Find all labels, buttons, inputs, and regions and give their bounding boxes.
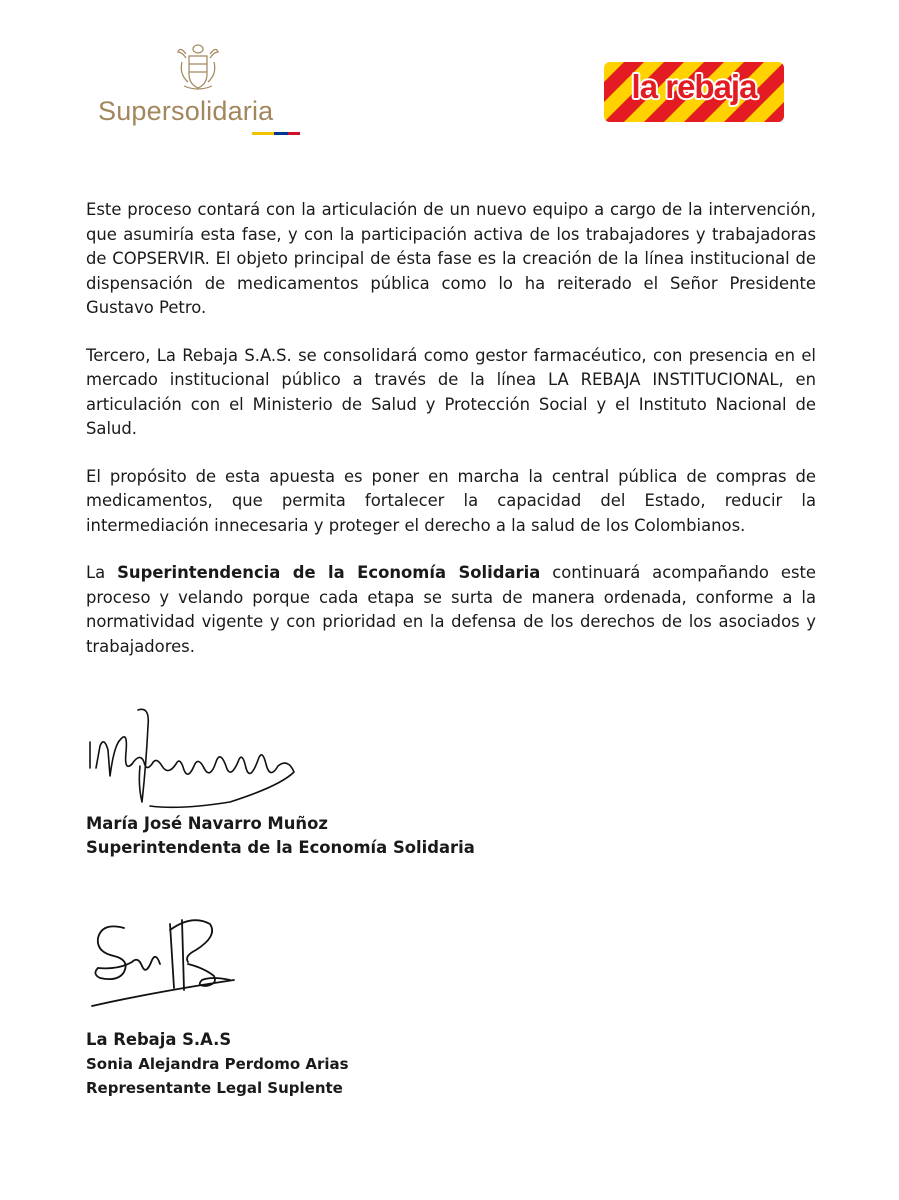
la-rebaja-wordmark: la rebaja: [631, 68, 757, 105]
la-rebaja-logo: [604, 62, 784, 122]
handwritten-signature-icon: [80, 706, 300, 816]
paragraph-lead: La: [86, 563, 118, 582]
paragraph-rest: continuará acompañando este proceso y velando porque cada etapa se surta de manera ordenada, conforme a la normatividad vigente y con prioridad en la defensa de los derechos de los asociados y trabajadores.: [86, 563, 816, 656]
supersolidaria-wordmark: Supersolidaria: [98, 96, 274, 126]
paragraph: [86, 561, 816, 659]
signatory-block-supersolidaria: [86, 812, 475, 860]
signatory-name: Sonia Alejandra Perdomo Arias: [86, 1055, 349, 1073]
signatory-title: Representante Legal Suplente: [86, 1079, 343, 1097]
signatory-company: La Rebaja S.A.S: [86, 1030, 232, 1049]
paragraph: Tercero, La Rebaja S.A.S. se consolidará como gestor farmacéutico, con presencia en el mercado institucional público a través de la línea LA REBAJA INSTITUCIONAL, en articulación con el Ministerio de Salud y Protección Social y el Instituto Nacional de Salud.: [86, 345, 816, 438]
signatory-title: Superintendenta de la Economía Solidaria: [86, 838, 475, 857]
signatory-block-la-rebaja: [86, 1028, 349, 1100]
paragraph: Este proceso contará con la articulación de un nuevo equipo a cargo de la intervención, que asumiría esta fase, y con la participación activa de los trabajadores y trabajadoras de COPSERVIR. El objeto principal de ésta fase es la creación de la línea institucional de dispensación de medicamentos pública como lo ha reiterado el Señor Presidente Gustavo Petro.: [86, 200, 816, 317]
handwritten-signature-icon: [84, 910, 244, 1020]
colombia-coat-of-arms-icon: [176, 40, 220, 92]
flag-color-bar: [252, 132, 300, 135]
paragraph-bold-entity: Superintendencia de la Economía Solidaria: [117, 563, 541, 582]
signatory-name: María José Navarro Muñoz: [86, 814, 328, 833]
paragraph: El propósito de esta apuesta es poner en marcha la central pública de compras de medicamentos, que permita fortalecer la capacidad del Estado, reducir la intermediación innecesaria y proteger el derecho a la salud de los Colombianos.: [86, 466, 816, 535]
letter-body: [86, 198, 816, 682]
supersolidaria-logo: [96, 40, 306, 136]
